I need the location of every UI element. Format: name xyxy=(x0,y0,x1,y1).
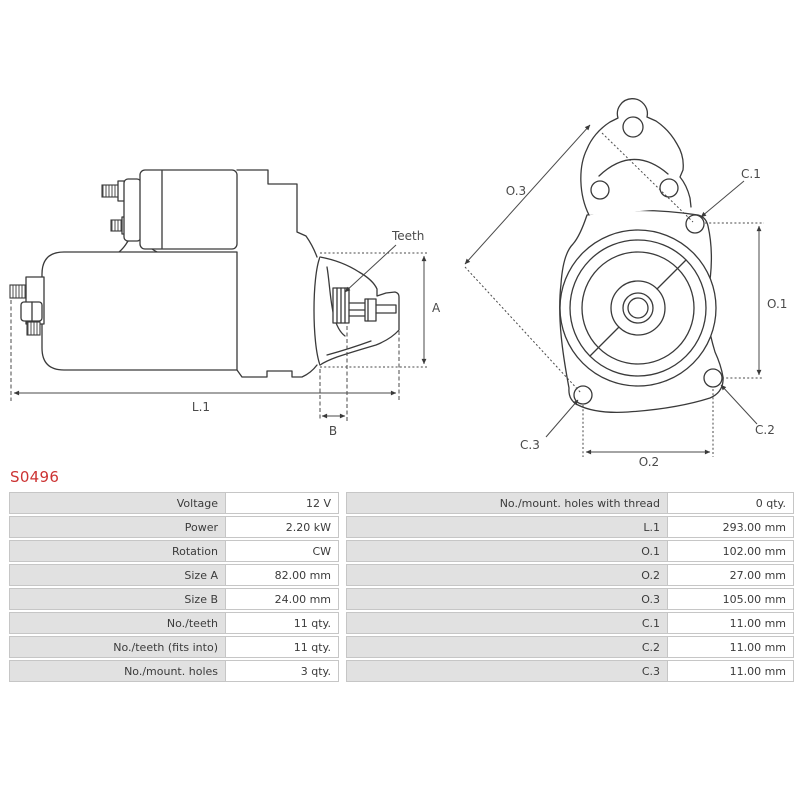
spec-value: CW xyxy=(225,540,339,562)
mounting-hole-bottom-right xyxy=(704,369,722,387)
spec-value: 12 V xyxy=(225,492,339,514)
dim-c1-leader xyxy=(701,181,744,217)
table-row xyxy=(9,516,339,538)
solenoid-cap xyxy=(124,179,141,241)
dim-o3-label: O.3 xyxy=(505,184,527,198)
table-row xyxy=(346,564,794,586)
dim-c2-label: C.2 xyxy=(755,423,775,437)
terminal-stud-icon xyxy=(111,220,123,231)
spec-label: C.2 xyxy=(346,636,667,658)
bell-hole xyxy=(660,179,678,197)
terminal-stud-icon xyxy=(10,285,26,298)
dim-a-label: A xyxy=(432,301,441,315)
spec-label: Rotation xyxy=(9,540,225,562)
spec-label: Voltage xyxy=(9,492,225,514)
table-row xyxy=(346,588,794,610)
table-row xyxy=(9,660,339,682)
shaft-bearing xyxy=(365,299,376,321)
spec-value: 105.00 mm xyxy=(667,588,794,610)
table-row xyxy=(346,516,794,538)
spec-value: 293.00 mm xyxy=(667,516,794,538)
teeth-label: Teeth xyxy=(392,229,425,243)
spec-value: 11 qty. xyxy=(225,612,339,634)
gear-housing-bottom xyxy=(237,365,317,377)
table-row xyxy=(346,540,794,562)
dim-c3-leader xyxy=(546,400,578,437)
dim-o1-label: O.1 xyxy=(767,297,788,311)
dim-l1-label: L.1 xyxy=(191,400,211,414)
part-number: S0496 xyxy=(10,468,60,486)
spec-label: C.3 xyxy=(346,660,667,682)
front-view xyxy=(465,99,787,469)
spec-value: 24.00 mm xyxy=(225,588,339,610)
table-row xyxy=(9,540,339,562)
table-row xyxy=(9,612,339,634)
spec-label: O.3 xyxy=(346,588,667,610)
solenoid-foot xyxy=(119,241,128,252)
table-row xyxy=(9,588,339,610)
side-view xyxy=(10,170,441,438)
spec-table-right xyxy=(346,492,794,684)
spec-value: 27.00 mm xyxy=(667,564,794,586)
spec-label: O.2 xyxy=(346,564,667,586)
gear-housing-outline xyxy=(237,170,317,257)
spec-table-left xyxy=(9,492,339,684)
dim-c1-label: C.1 xyxy=(741,167,761,181)
bottom-stud-icon xyxy=(27,322,40,335)
dim-b-label: B xyxy=(328,424,338,438)
spec-value: 82.00 mm xyxy=(225,564,339,586)
spec-label: Size A xyxy=(9,564,225,586)
housing-circle-outer xyxy=(560,230,716,386)
spec-value: 2.20 kW xyxy=(225,516,339,538)
spec-label: Power xyxy=(9,516,225,538)
spec-label: L.1 xyxy=(346,516,667,538)
table-row xyxy=(9,564,339,586)
motor-body xyxy=(42,252,237,370)
spec-label: No./mount. holes xyxy=(9,660,225,682)
spec-value: 11 qty. xyxy=(225,636,339,658)
table-row xyxy=(346,612,794,634)
spec-label: No./teeth xyxy=(9,612,225,634)
table-row xyxy=(9,636,339,658)
dim-o3-line xyxy=(465,125,590,264)
table-row xyxy=(346,660,794,682)
bell-hole xyxy=(591,181,609,199)
table-row xyxy=(9,492,339,514)
spec-label: O.1 xyxy=(346,540,667,562)
spec-label: C.1 xyxy=(346,612,667,634)
table-row xyxy=(346,636,794,658)
spec-value: 11.00 mm xyxy=(667,612,794,634)
top-hole xyxy=(623,117,643,137)
spec-value: 102.00 mm xyxy=(667,540,794,562)
spec-label: No./mount. holes with thread xyxy=(346,492,667,514)
spec-value: 11.00 mm xyxy=(667,660,794,682)
table-row xyxy=(346,492,794,514)
spec-value: 11.00 mm xyxy=(667,636,794,658)
dim-c2-leader xyxy=(721,385,757,424)
spec-value: 0 qty. xyxy=(667,492,794,514)
dim-o2-label: O.2 xyxy=(638,455,660,469)
spec-label: Size B xyxy=(9,588,225,610)
terminal-stud-icon xyxy=(102,185,119,197)
drive-end-bell xyxy=(320,257,399,365)
spec-label: No./teeth (fits into) xyxy=(9,636,225,658)
solenoid xyxy=(140,170,237,249)
mounting-hole-top-right xyxy=(686,215,704,233)
dim-c3-label: C.3 xyxy=(520,438,540,452)
spec-value: 3 qty. xyxy=(225,660,339,682)
